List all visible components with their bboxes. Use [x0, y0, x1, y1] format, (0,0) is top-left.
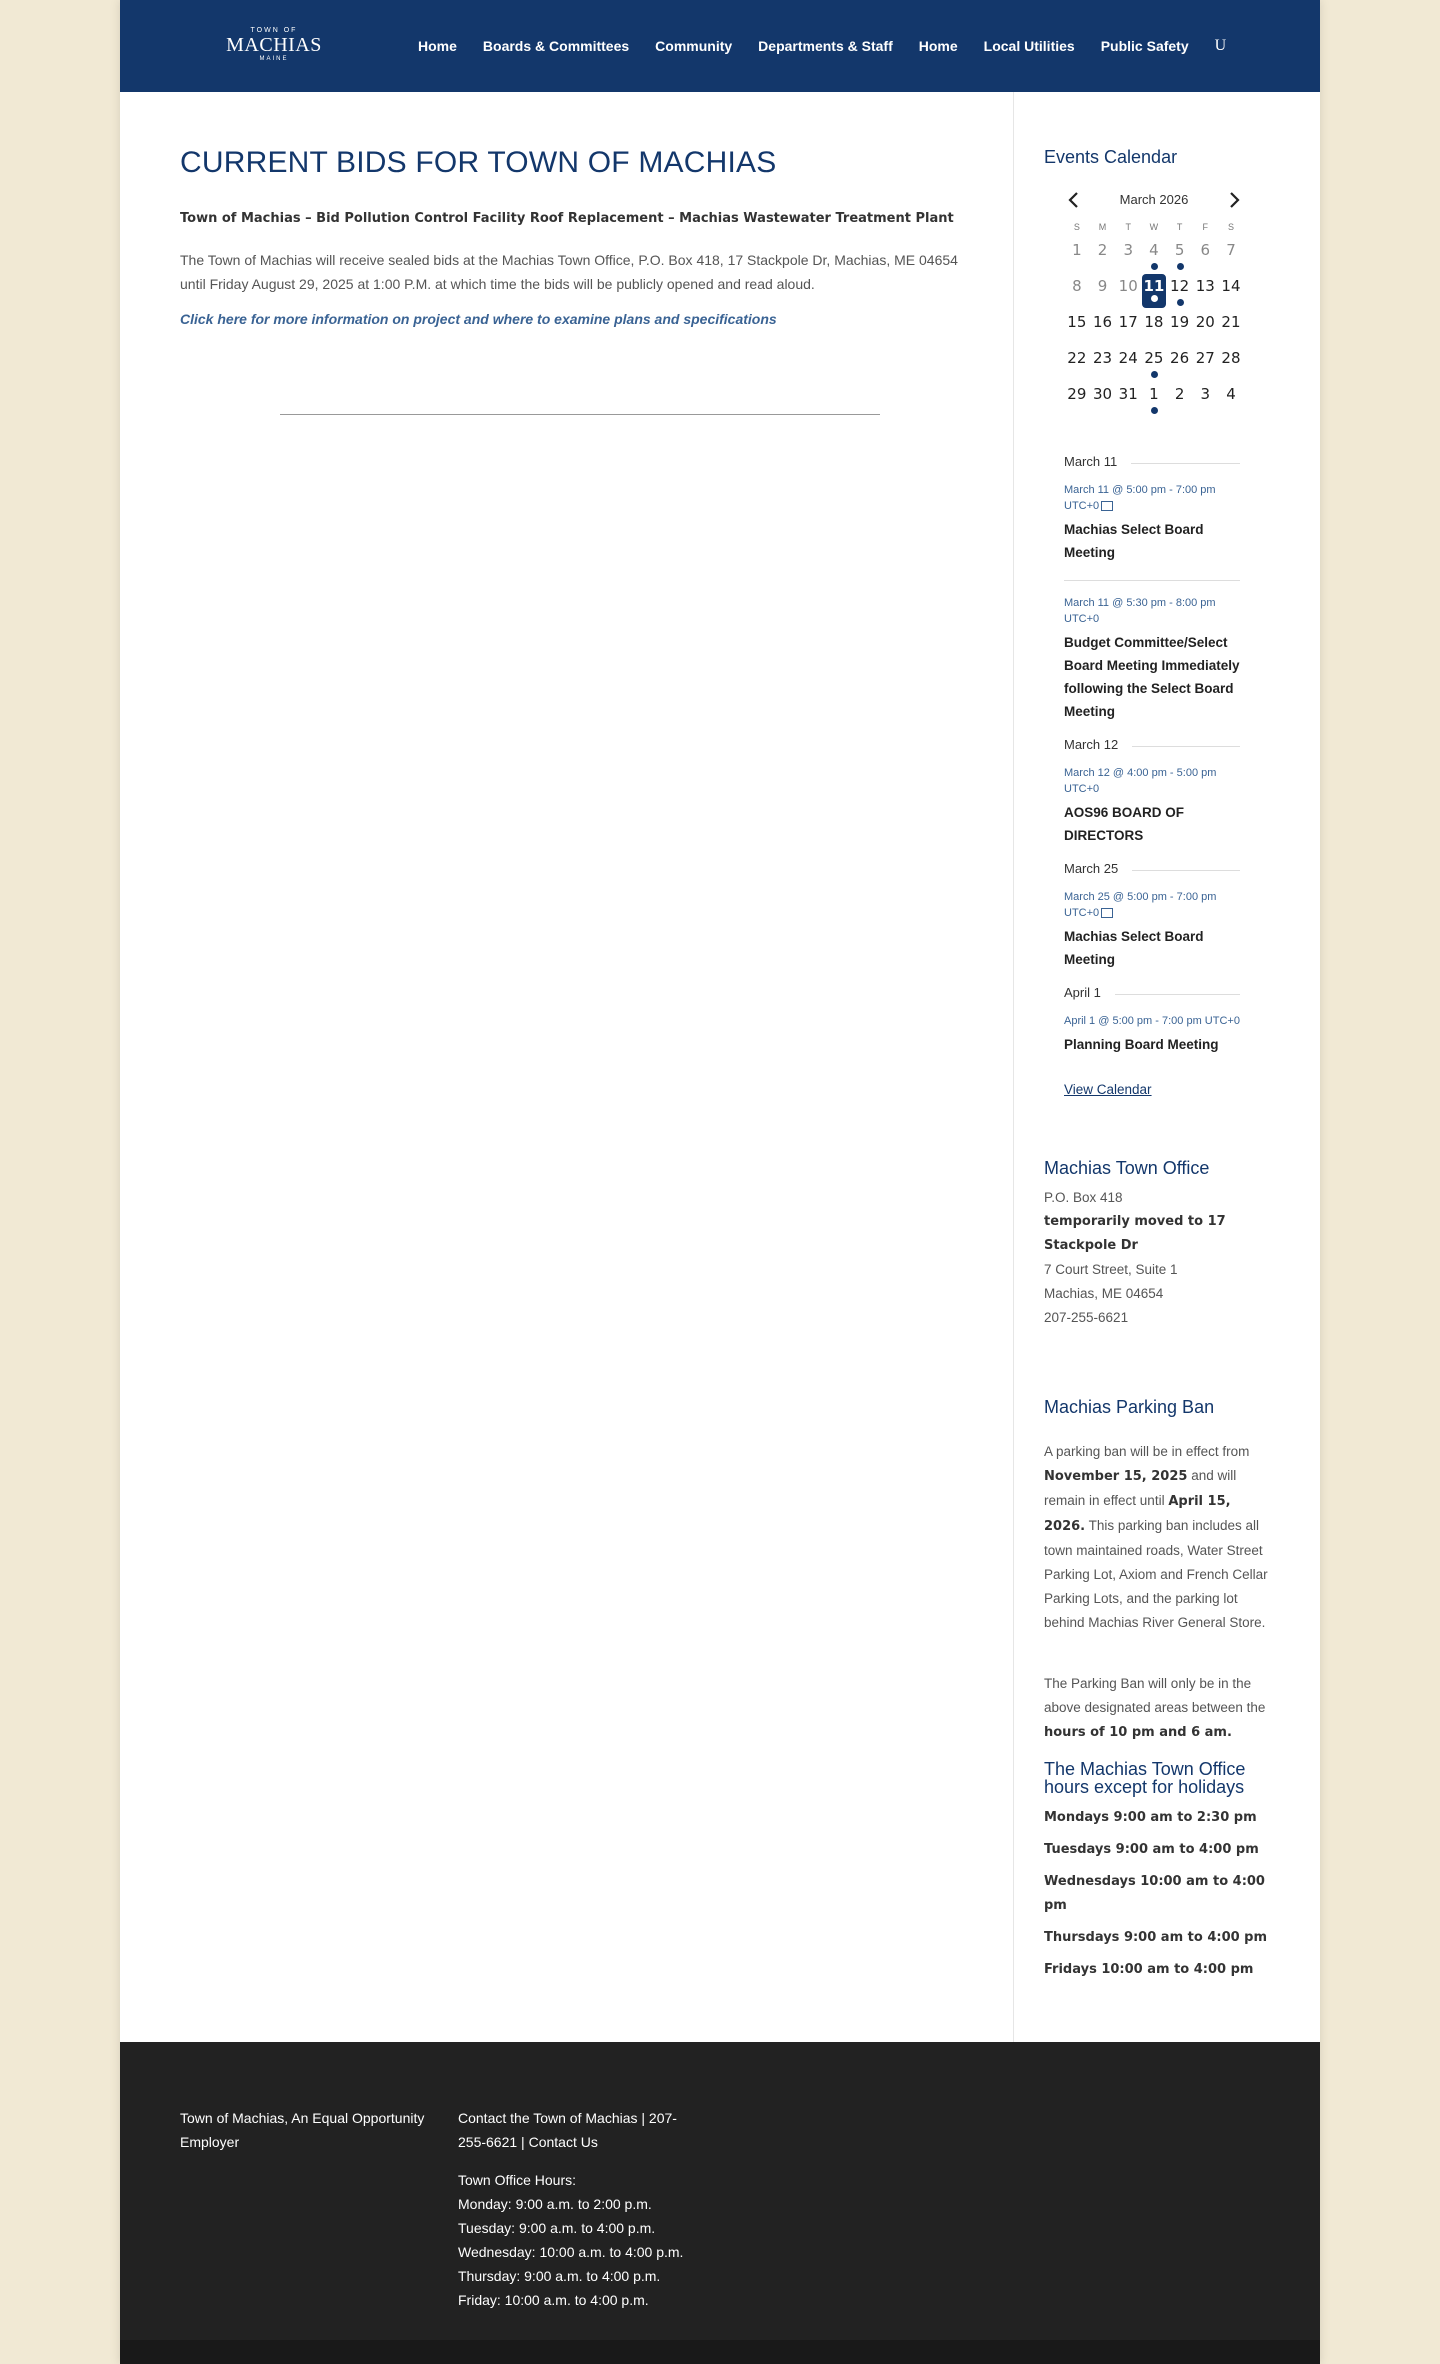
parking-text-c: and will remain in effect until	[1044, 1467, 1237, 1508]
calendar-day[interactable]	[1090, 268, 1116, 304]
weekday-label: W	[1149, 222, 1159, 232]
events-calendar-title: Events Calendar	[1044, 147, 1178, 167]
calendar-day-number: 31	[1118, 385, 1138, 403]
calendar-day-number: 18	[1144, 313, 1164, 331]
hours-tuesday: Tuesdays 9:00 am to 4:00 pm	[1044, 1842, 1259, 1857]
calendar-day[interactable]	[1192, 340, 1218, 376]
calendar-day[interactable]	[1167, 232, 1193, 268]
hours-thursday: Thursdays 9:00 am to 4:00 pm	[1044, 1930, 1268, 1945]
calendar-day[interactable]	[1192, 376, 1218, 412]
event-spacer	[1064, 847, 1240, 861]
calendar-day-number: 25	[1144, 349, 1164, 367]
calendar-day-number: 1	[1072, 241, 1082, 259]
event-time	[1064, 765, 1240, 797]
parking-hours-a: The Parking Ban will only be in the above designated areas between the	[1044, 1675, 1266, 1715]
page	[120, 0, 1320, 2364]
calendar-day[interactable]	[1141, 232, 1167, 268]
town-office-title: Machias Town Office	[1044, 1158, 1210, 1178]
event-date-rule	[1131, 463, 1240, 464]
logo-bottom-text: MAINE	[259, 56, 289, 62]
event-spacer	[1064, 971, 1240, 985]
calendar-day-number: 10	[1118, 277, 1138, 295]
calendar-day[interactable]	[1167, 268, 1193, 304]
bid-description: The Town of Machias will receive sealed bids at the Machias Town Office, P.O. Box 418, 17 Stackpole Dr, Machias, ME 04654 until Friday August 29, 2025 at 1:00 P.M. at which time the bids will be publicly opened and read aloud.	[180, 252, 958, 292]
site-logo[interactable]	[226, 26, 322, 70]
event-dot-icon	[1151, 407, 1158, 414]
footer-hours	[458, 2168, 698, 2312]
event-date-rule	[1115, 994, 1240, 995]
calendar-day[interactable]	[1167, 376, 1193, 412]
calendar-day-number: 12	[1170, 277, 1190, 295]
event-list	[1064, 454, 1240, 1099]
sidebar-divider	[1013, 92, 1014, 2042]
calendar-week	[1064, 304, 1244, 340]
nav-local-utilities[interactable]: Local Utilities	[983, 38, 1075, 54]
calendar-day[interactable]	[1141, 340, 1167, 376]
event-date-label: March 11	[1064, 454, 1118, 469]
calendar-day[interactable]	[1090, 376, 1116, 412]
logo-top-text: TOWN OF	[250, 27, 298, 34]
footer-equal-opportunity: Town of Machias, An Equal Opportunity Employer	[180, 2110, 425, 2150]
calendar-day-number: 26	[1170, 349, 1190, 367]
calendar-day[interactable]	[1192, 268, 1218, 304]
calendar-day-number: 1	[1149, 385, 1159, 403]
calendar-day[interactable]	[1218, 304, 1244, 340]
calendar-day[interactable]	[1167, 304, 1193, 340]
calendar-day-number: 13	[1195, 277, 1215, 295]
calendar-day[interactable]	[1064, 376, 1090, 412]
calendar-day[interactable]	[1115, 268, 1141, 304]
calendar-day-number: 21	[1221, 313, 1241, 331]
event-date-label: March 25	[1064, 861, 1119, 876]
nav-overflow-item[interactable]: U	[1214, 37, 1227, 54]
events-calendar	[1064, 190, 1244, 412]
calendar-day-today[interactable]	[1141, 268, 1167, 304]
event-dot-icon	[1151, 295, 1158, 302]
city-state-zip: Machias, ME 04654	[1044, 1286, 1164, 1301]
parking-end-date: April 15, 2026.	[1044, 1493, 1231, 1534]
town-office-address	[1044, 1186, 1280, 1330]
calendar-day-number: 28	[1221, 349, 1241, 367]
page-title: CURRENT BIDS FOR TOWN OF MACHIAS	[180, 146, 777, 179]
event-time-text: March 25 @ 5:00 pm - 7:00 pm UTC+0	[1064, 891, 1217, 919]
event-date-separator	[1064, 737, 1240, 755]
calendar-month: March 2026	[1119, 192, 1189, 207]
chevron-right-icon[interactable]	[1224, 190, 1244, 210]
nav-public-safety[interactable]: Public Safety	[1100, 38, 1189, 54]
nav-community[interactable]: Community	[655, 38, 733, 54]
calendar-day-number: 3	[1123, 241, 1133, 259]
event-time-text: March 11 @ 5:00 pm - 7:00 pm UTC+0	[1064, 484, 1216, 512]
calendar-grid	[1064, 232, 1244, 412]
calendar-day[interactable]	[1141, 376, 1167, 412]
event-time	[1064, 482, 1240, 514]
calendar-day[interactable]	[1090, 232, 1116, 268]
calendar-week	[1064, 268, 1244, 304]
calendar-day-number: 6	[1200, 241, 1211, 259]
calendar-day[interactable]	[1115, 232, 1141, 268]
po-box: P.O. Box 418	[1044, 1190, 1123, 1205]
recurring-event-icon[interactable]	[1101, 501, 1113, 511]
weekday-label: T	[1125, 222, 1131, 232]
parking-ban-hours-text	[1044, 1672, 1268, 1745]
event-title-link[interactable]: Machias Select Board Meeting	[1064, 522, 1204, 560]
event-date-separator	[1064, 985, 1240, 1003]
calendar-day-number: 3	[1200, 385, 1211, 403]
parking-start-date: November 15, 2025	[1044, 1468, 1188, 1484]
calendar-day[interactable]	[1218, 376, 1244, 412]
calendar-day-number: 9	[1097, 277, 1108, 295]
calendar-day-number: 8	[1072, 277, 1082, 295]
calendar-day-number: 11	[1142, 274, 1166, 308]
footer-bottom-bar	[120, 2340, 1320, 2364]
parking-ban-text	[1044, 1440, 1268, 1635]
weekday-label: S	[1227, 222, 1234, 232]
event-date-rule	[1132, 870, 1240, 871]
event-time	[1064, 595, 1240, 627]
event-date-label: April 1	[1064, 985, 1101, 1000]
footer-hours-wednesday: Wednesday: 10:00 a.m. to 4:00 p.m.	[458, 2244, 684, 2260]
calendar-day-number: 15	[1067, 313, 1087, 331]
event-spacer	[1064, 723, 1240, 737]
calendar-day[interactable]	[1064, 340, 1090, 376]
footer-hours-title: Town Office Hours:	[458, 2172, 577, 2188]
calendar-header	[1064, 190, 1244, 210]
parking-text-e: This parking ban includes all town maintained roads, Water Street Parking Lot, Axiom and French Cellar Parking Lots, and the parking lot behind Machias River General Store.	[1044, 1517, 1268, 1630]
calendar-day[interactable]	[1115, 376, 1141, 412]
event-spacer	[1064, 1056, 1240, 1070]
event-date-label: March 12	[1064, 737, 1119, 752]
footer-hours-monday: Monday: 9:00 a.m. to 2:00 p.m.	[458, 2196, 652, 2212]
calendar-day-number: 2	[1174, 385, 1185, 403]
main-nav	[418, 37, 1226, 55]
calendar-day-number: 5	[1174, 241, 1185, 259]
event-title-link[interactable]: Budget Committee/Select Board Meeting Immediately following the Select Board Meeting	[1064, 635, 1240, 719]
calendar-day[interactable]	[1064, 268, 1090, 304]
footer-hours-friday: Friday: 10:00 a.m. to 4:00 p.m.	[458, 2292, 649, 2308]
calendar-week	[1064, 340, 1244, 376]
calendar-day[interactable]	[1064, 304, 1090, 340]
calendar-week	[1064, 232, 1244, 268]
calendar-day-number: 7	[1226, 241, 1236, 259]
recurring-event-icon[interactable]	[1101, 908, 1113, 918]
event-time-text: March 12 @ 4:00 pm - 5:00 pm UTC+0	[1064, 767, 1217, 795]
footer-contact[interactable]: Contact the Town of Machias | 207-255-6621 | Contact Us	[458, 2110, 677, 2150]
event-title-link[interactable]: Machias Select Board Meeting	[1064, 929, 1204, 967]
footer-hours-thursday: Thursday: 9:00 a.m. to 4:00 p.m.	[458, 2268, 661, 2284]
calendar-day[interactable]	[1218, 232, 1244, 268]
hours-monday: Mondays 9:00 am to 2:30 pm	[1044, 1810, 1257, 1825]
temporary-location: temporarily moved to 17 Stackpole Dr	[1044, 1214, 1226, 1253]
calendar-day[interactable]	[1115, 304, 1141, 340]
calendar-day-number: 23	[1092, 349, 1113, 367]
event-date-separator	[1064, 454, 1240, 472]
calendar-day-number: 20	[1195, 313, 1215, 331]
weekday-label: F	[1202, 222, 1209, 232]
bid-info-link[interactable]: Click here for more information on project and where to examine plans and specifications	[180, 311, 777, 327]
calendar-day-number: 4	[1149, 241, 1159, 259]
calendar-day[interactable]	[1115, 340, 1141, 376]
office-hours-title: The Machias Town Office hours except for holidays	[1044, 1759, 1246, 1797]
event-time-text: March 11 @ 5:30 pm - 8:00 pm UTC+0	[1064, 597, 1216, 625]
calendar-day[interactable]	[1141, 304, 1167, 340]
weekday-label: T	[1176, 222, 1183, 232]
site-footer	[120, 2042, 1320, 2364]
calendar-day-number: 30	[1092, 385, 1113, 403]
calendar-day[interactable]	[1167, 340, 1193, 376]
calendar-day-number: 2	[1097, 241, 1108, 259]
event-time	[1064, 1013, 1240, 1029]
hours-wednesday: Wednesdays 10:00 am to 4:00 pm	[1044, 1874, 1265, 1913]
hours-friday: Fridays 10:00 am to 4:00 pm	[1044, 1962, 1254, 1977]
calendar-day-number: 17	[1118, 313, 1138, 331]
parking-hours-b: hours of 10 pm and 6 am.	[1044, 1724, 1232, 1740]
street-address: 7 Court Street, Suite 1	[1044, 1262, 1178, 1277]
calendar-day[interactable]	[1218, 340, 1244, 376]
logo-main-text: MACHIAS	[226, 34, 322, 56]
calendar-day-number: 16	[1092, 313, 1113, 331]
calendar-day[interactable]	[1090, 304, 1116, 340]
content-divider	[280, 414, 880, 415]
calendar-day[interactable]	[1064, 232, 1090, 268]
footer-hours-tuesday: Tuesday: 9:00 a.m. to 4:00 p.m.	[458, 2220, 656, 2236]
phone-number: 207-255-6621	[1044, 1310, 1129, 1325]
calendar-day[interactable]	[1218, 268, 1244, 304]
calendar-day[interactable]	[1192, 232, 1218, 268]
weekday-label: S	[1073, 222, 1080, 232]
site-header	[120, 0, 1320, 92]
event-title-link[interactable]: AOS96 BOARD OF DIRECTORS	[1064, 805, 1185, 843]
nav-home-2[interactable]: Home	[918, 38, 958, 54]
calendar-day-number: 24	[1118, 349, 1138, 367]
calendar-weekdays	[1064, 222, 1244, 232]
parking-text-a: A parking ban will be in effect from	[1044, 1443, 1250, 1459]
calendar-week	[1064, 376, 1244, 412]
event-separator	[1064, 564, 1240, 581]
calendar-day-number: 22	[1067, 349, 1087, 367]
calendar-day-number: 4	[1226, 385, 1236, 403]
office-hours-list	[1044, 1806, 1280, 1990]
calendar-day[interactable]	[1192, 304, 1218, 340]
calendar-day-number: 19	[1170, 313, 1190, 331]
nav-departments-staff[interactable]: Departments & Staff	[758, 38, 893, 54]
event-title-link[interactable]: Planning Board Meeting	[1064, 1037, 1219, 1052]
weekday-label: M	[1098, 222, 1107, 232]
nav-home[interactable]: Home	[418, 38, 457, 54]
event-date-rule	[1132, 746, 1240, 747]
calendar-day[interactable]	[1090, 340, 1116, 376]
bid-heading: Town of Machias – Bid Pollution Control Facility Roof Replacement – Machias Wastewater Treatment Plant	[180, 211, 954, 226]
parking-ban-title: Machias Parking Ban	[1044, 1397, 1215, 1417]
event-time	[1064, 889, 1240, 921]
event-time-text: April 1 @ 5:00 pm - 7:00 pm UTC+0	[1064, 1015, 1240, 1027]
view-calendar-link[interactable]: View Calendar	[1064, 1082, 1152, 1097]
event-date-separator	[1064, 861, 1240, 879]
calendar-day-number: 29	[1067, 385, 1087, 403]
calendar-day-number: 14	[1221, 277, 1241, 295]
nav-boards-committees[interactable]: Boards & Committees	[482, 38, 630, 54]
calendar-day-number: 27	[1195, 349, 1215, 367]
